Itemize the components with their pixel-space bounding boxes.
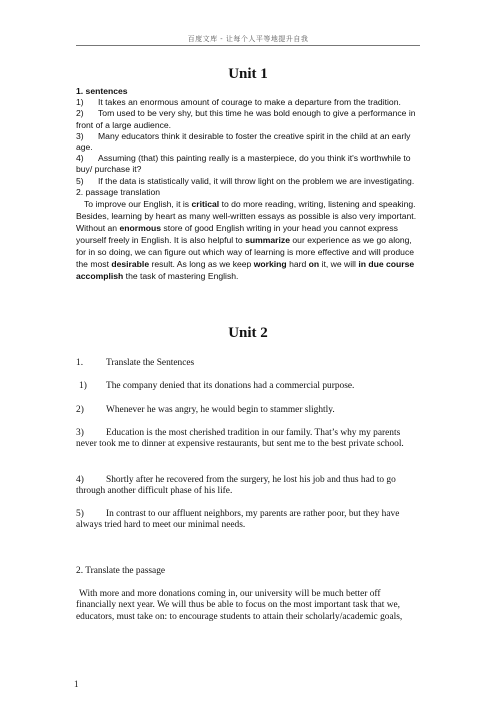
- unit-2-sentence: 3) Education is the most cherished tradition in our family. That’s why my parents never took me to dinner at expensive restaurants, but sent me to the best private school.: [76, 428, 404, 450]
- page-header: 百度文库 - 让每个人平等地提升自我: [187, 35, 309, 43]
- unit-1-title: Unit 1: [228, 66, 268, 82]
- unit-1-sentence: 1) It takes an enormous amount of courage to make a departure from the tradition.: [76, 97, 401, 108]
- unit-1-sentence: 4) Assuming (that) this painting really is a masterpiece, do you think it's worthwhile to buy/ purchase it?: [76, 153, 411, 175]
- unit-1-sentence: 3) Many educators think it desirable to foster the creative spirit in the child at an early age.: [76, 130, 411, 153]
- unit-1-sentence: 5) If the data is statistically valid, it will throw light on the problem we are investigating.: [76, 175, 415, 186]
- unit-2-title: Unit 2: [228, 325, 268, 341]
- unit-2-sentence: 1) The company denied that its donations had a commercial purpose.: [79, 381, 355, 391]
- unit-2-sentence: 2) Whenever he was angry, he would begin to stammer slightly.: [76, 405, 335, 415]
- page-number: 1: [74, 679, 79, 689]
- header-divider: [76, 45, 420, 46]
- unit-1-section-2-heading: 2. passage translation: [76, 186, 161, 197]
- keyword: summarize: [245, 235, 290, 246]
- keyword: desirable: [111, 259, 150, 270]
- unit-1-section-1-heading: 1. sentences: [76, 86, 128, 96]
- unit-2-section-1-heading: 1. Translate the Sentences: [76, 358, 195, 368]
- unit-2-section-2-heading: 2. Translate the passage: [76, 566, 166, 576]
- unit-2-sentence: 5) In contrast to our affluent neighbors, my parents are rather poor, but they have always tried hard to meet our minimal needs.: [76, 509, 400, 531]
- keyword: critical: [191, 199, 220, 210]
- unit-1-passage: To improve our English, it is critical to do more reading, writing, listening and speaking. Besides, learning by heart as many well-written essays as possible is also very important. Without an enormous store of good English writing in your head you cannot express yourself freely in English. It is also helpful to summarize our experience as we go along, for in so doing, we can figure out which way of learning is more effective and will produce the most desirable result. As long as we keep working hard on it, we will in due course accomplish the task of mastering English.: [76, 199, 417, 282]
- keyword: enormous: [119, 223, 162, 234]
- unit-2-sentence: 4) Shortly after he recovered from the surgery, he lost his job and thus had to go through another difficult phase of his life.: [76, 475, 396, 497]
- unit-1-sentences-block: [76, 86, 422, 282]
- unit-1-sentence: 2) Tom used to be very shy, but this time he was bold enough to give a performance in front of a large audience.: [76, 108, 416, 130]
- keyword: in due course accomplish: [76, 259, 415, 282]
- keyword: working: [253, 259, 287, 270]
- keyword: on: [308, 259, 320, 270]
- unit-2-passage: With more and more donations coming in, our university will be much better off financially next year. We will thus be able to focus on the most important task that we, educators, must take on: to encourage students to attain their scholarly/academic goals,: [76, 589, 403, 622]
